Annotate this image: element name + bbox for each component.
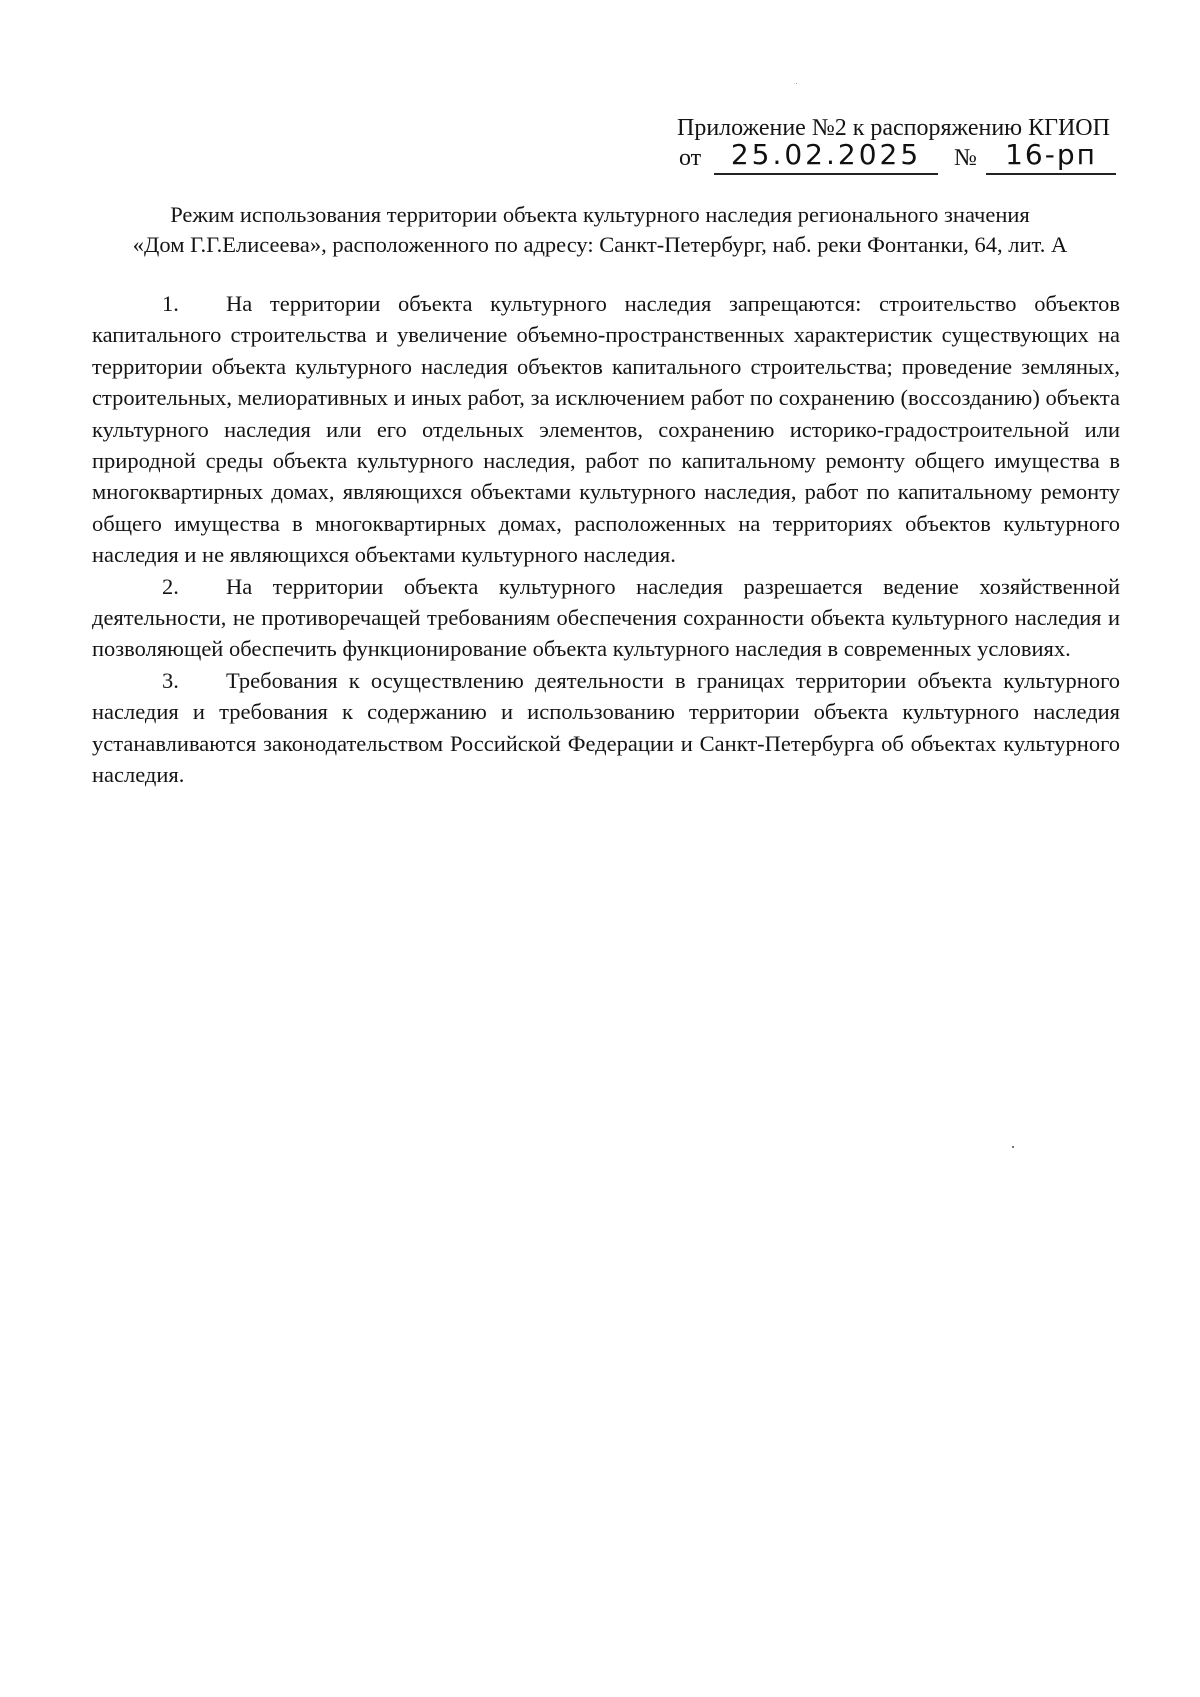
paragraph-number: 2. xyxy=(162,573,179,599)
scan-speck xyxy=(1012,1146,1014,1148)
number-sign-label: № xyxy=(954,145,977,171)
paragraph-number: 1. xyxy=(162,291,179,316)
paragraph-3 xyxy=(92,665,1120,791)
handwritten-date: 25.02.2025 xyxy=(714,137,938,175)
document-title xyxy=(60,200,1140,260)
annex-header xyxy=(677,113,1117,179)
paragraph-number: 3. xyxy=(162,667,179,693)
title-line-1: Режим использования территории объекта культурного наследия регионального значения xyxy=(170,202,1030,227)
paragraph-text: Требования к осуществлению деятельности в границах территории объекта культурного наследия и требования к содержанию и использованию территории объекта культурного наследия устанавливаются законодательством Российской Федерации и Санкт-Петербурга об объектах культурного наследия. xyxy=(92,667,1120,788)
date-prefix-label: от xyxy=(679,145,702,171)
paragraph-2 xyxy=(92,571,1120,665)
annex-title: Приложение №2 к распоряжению КГИОП xyxy=(677,115,1110,141)
paragraph-text: На территории объекта культурного наследия запрещаются: строительство объектов капитального строительства и увеличение объемно-пространственных характеристик существующих на территории объекта культурного наследия объектов капитального строительства; проведение земляных, строительных, мелиоративных и иных работ, за исключением работ по сохранению (воссозданию) объекта культурного наследия или его отдельных элементов, сохранению историко-градостроительной или природной среды объекта культурного наследия, работ по капитальному ремонту общего имущества в многоквартирных домах, являющихся объектами культурного наследия, работ по капитальному ремонту общего имущества в многоквартирных домах, расположенных на территориях объектов культурного наследия и не являющихся объектами культурного наследия. xyxy=(92,291,1120,568)
title-line-2: «Дом Г.Г.Елисеева», расположенного по адресу: Санкт-Петербург, наб. реки Фонтанки, 64, лит. А xyxy=(132,232,1068,257)
document-body xyxy=(92,288,1120,791)
paragraph-text: На территории объекта культурного наследия разрешается ведение хозяйственной деятельности, не противоречащей требованиям обеспечения сохранности объекта культурного наследия и позволяющей обеспечить функционирование объекта культурного наследия в современных условиях. xyxy=(92,573,1120,662)
annex-date-number-line xyxy=(677,138,1117,179)
handwritten-order-number: 16-рп xyxy=(986,137,1116,175)
paragraph-1 xyxy=(92,288,1120,571)
scan-speck xyxy=(796,83,797,84)
